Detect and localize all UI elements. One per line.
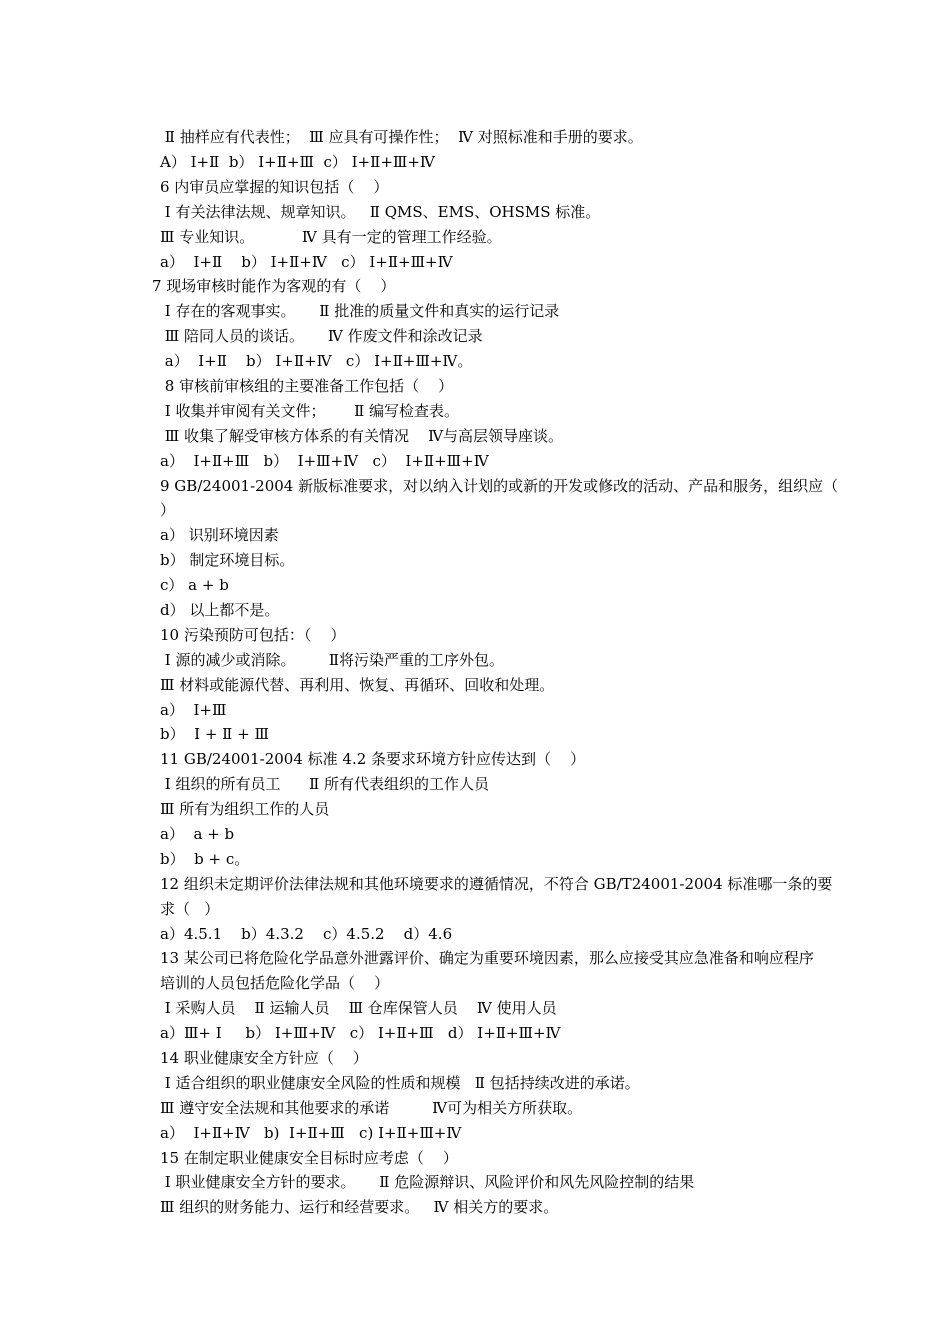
text-line: a） Ⅰ+Ⅱ b） Ⅰ+Ⅱ+Ⅳ c） Ⅰ+Ⅱ+Ⅲ+Ⅳ。	[160, 352, 473, 370]
text-line: Ⅲ 专业知识。 Ⅳ 具有一定的管理工作经验。	[160, 228, 502, 246]
text-line: b） Ⅰ + Ⅱ + Ⅲ	[160, 725, 269, 743]
text-line: Ⅲ 材料或能源代替、再利用、恢复、再循环、回收和处理。	[160, 676, 555, 694]
text-line: Ⅰ 采购人员 Ⅱ 运输人员 Ⅲ 仓库保管人员 Ⅳ 使用人员	[160, 999, 557, 1017]
text-line: a） Ⅰ+Ⅱ+Ⅲ b） Ⅰ+Ⅲ+Ⅳ c） Ⅰ+Ⅱ+Ⅲ+Ⅳ	[160, 452, 489, 470]
text-line: Ⅰ 组织的所有员工 Ⅱ 所有代表组织的工作人员	[160, 775, 490, 793]
text-line: a） 识别环境因素	[160, 526, 279, 544]
text-line: a） Ⅰ+Ⅱ b） Ⅰ+Ⅱ+Ⅳ c） Ⅰ+Ⅱ+Ⅲ+Ⅳ	[160, 253, 453, 271]
text-line: a）Ⅲ+ Ⅰ b） Ⅰ+Ⅲ+Ⅳ c） Ⅰ+Ⅱ+Ⅲ d） Ⅰ+Ⅱ+Ⅲ+Ⅳ	[160, 1024, 561, 1042]
text-line: b） 制定环境目标。	[160, 551, 295, 569]
text-line: Ⅰ 收集并审阅有关文件； Ⅱ 编写检查表。	[160, 402, 460, 420]
text-line: ）	[160, 501, 176, 519]
text-line: 15 在制定职业健康安全目标时应考虑（ ）	[160, 1149, 458, 1167]
text-line: a） Ⅰ+Ⅱ+Ⅳ b) Ⅰ+Ⅱ+Ⅲ c) Ⅰ+Ⅱ+Ⅲ+Ⅳ	[160, 1124, 462, 1142]
text-line: 7 现场审核时能作为客观的有（ ）	[152, 277, 396, 295]
text-line: 8 审核前审核组的主要准备工作包括（ ）	[160, 377, 454, 395]
text-line: b） b + c。	[160, 850, 250, 868]
text-line: a） a + b	[160, 825, 235, 843]
text-line: 13 某公司已将危险化学品意外泄露评价、确定为重要环境因素，那么应接受其应急准备和响应程序	[160, 949, 814, 967]
text-line: 14 职业健康安全方针应（ ）	[160, 1049, 368, 1067]
text-line: d） 以上都不是。	[160, 601, 280, 619]
text-line: 10 污染预防可包括：（ ）	[160, 626, 346, 644]
text-line: c） a + b	[160, 576, 229, 594]
text-line: Ⅲ 陪同人员的谈话。 Ⅳ 作废文件和涂改记录	[160, 327, 483, 345]
text-line: Ⅰ 有关法律法规、规章知识。 Ⅱ QMS、EMS、OHSMS 标准。	[160, 203, 601, 221]
text-line: Ⅲ 所有为组织工作的人员	[160, 800, 330, 818]
text-line: 11 GB/24001-2004 标准 4.2 条要求环境方针应传达到（ ）	[160, 750, 586, 768]
text-line: 培训的人员包括危险化学品（ ）	[160, 974, 390, 992]
text-line: 9 GB/24001-2004 新版标准要求，对以纳入计划的或新的开发或修改的活动、产品和服务，组织应（	[160, 477, 839, 495]
text-line: 6 内审员应掌握的知识包括（ ）	[160, 178, 389, 196]
text-line: Ⅰ 源的减少或消除。 Ⅱ将污染严重的工序外包。	[160, 651, 505, 669]
text-line: Ⅰ 适合组织的职业健康安全风险的性质和规模 Ⅱ 包括持续改进的承诺。	[160, 1074, 640, 1092]
text-line: 求（ ）	[160, 900, 220, 918]
text-line: a） Ⅰ+Ⅲ	[160, 701, 227, 719]
text-line: Ⅰ 存在的客观事实。 Ⅱ 批准的质量文件和真实的运行记录	[160, 302, 560, 320]
text-line: Ⅲ 收集了解受审核方体系的有关情况 Ⅳ与高层领导座谈。	[160, 427, 564, 445]
text-line: A） Ⅰ+Ⅱ b） Ⅰ+Ⅱ+Ⅲ c） Ⅰ+Ⅱ+Ⅲ+Ⅳ	[160, 153, 435, 171]
text-line: 12 组织未定期评价法律法规和其他环境要求的遵循情况，不符合 GB/T24001-2004 标准哪一条的要	[160, 875, 833, 893]
text-line: a）4.5.1 b）4.3.2 c）4.5.2 d）4.6	[160, 925, 453, 943]
text-line: Ⅱ 抽样应有代表性； Ⅲ 应具有可操作性； Ⅳ 对照标准和手册的要求。	[160, 128, 643, 146]
text-line: Ⅲ 遵守安全法规和其他要求的承诺 Ⅳ可为相关方所获取。	[160, 1099, 583, 1117]
text-line: Ⅰ 职业健康安全方针的要求。 Ⅱ 危险源辩识、风险评价和风先风险控制的结果	[160, 1173, 695, 1191]
text-line: Ⅲ 组织的财务能力、运行和经营要求。 Ⅳ 相关方的要求。	[160, 1198, 559, 1216]
